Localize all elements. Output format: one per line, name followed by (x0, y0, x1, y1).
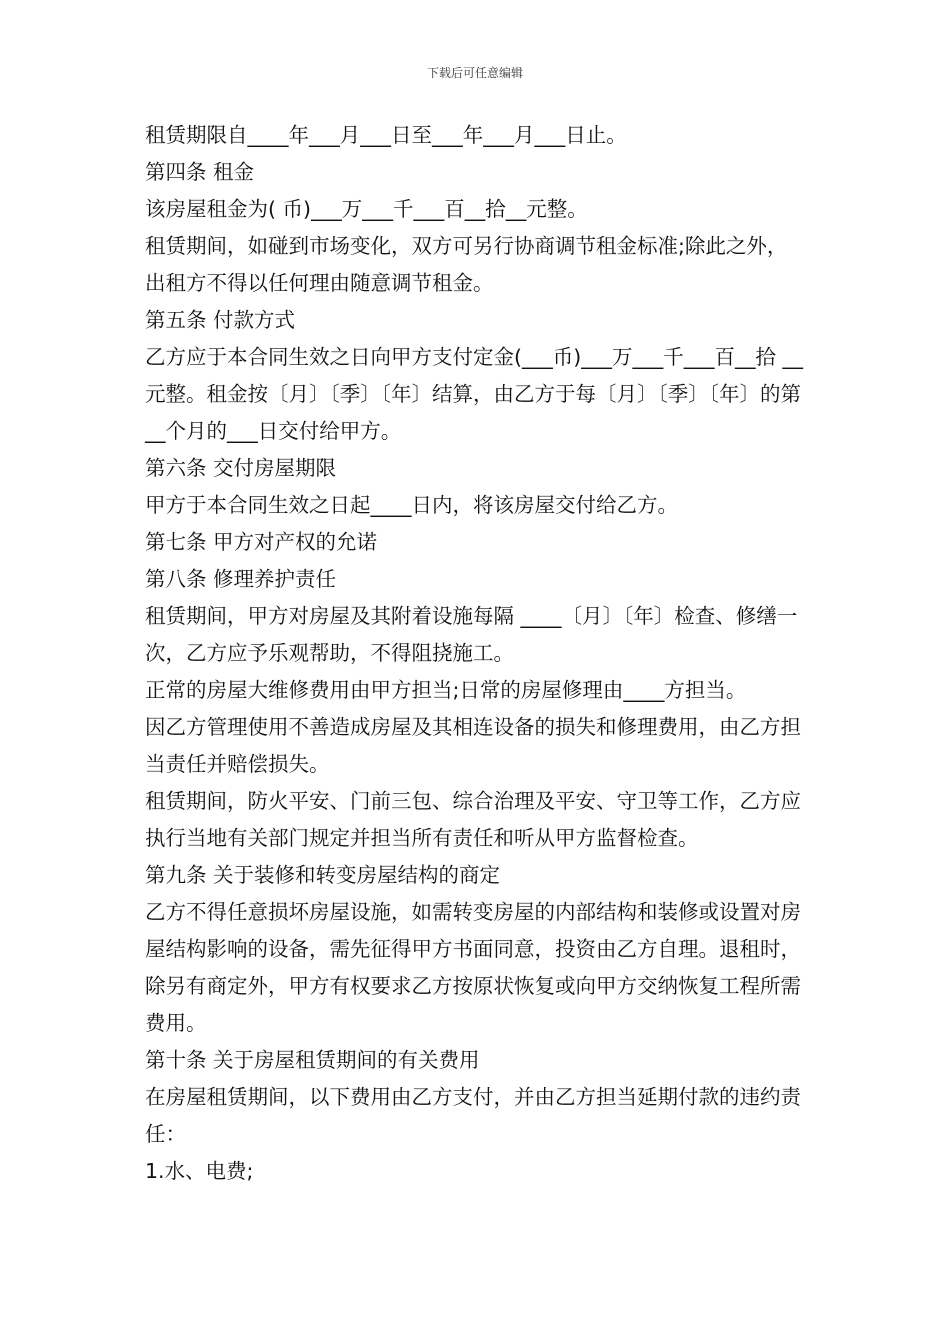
section-heading-10: 第十条 关于房屋租赁期间的有关费用 (145, 1048, 480, 1072)
clause-renovation: 乙方不得任意损坏房屋设施，如需转变房屋的内部结构和装修或设置对房屋结构影响的设备，需先征得甲方书面同意，投资由乙方自理。退租时，除另有商定外，甲方有权要求乙方按原状恢复或向甲方交纳恢复工程所需费用。 (145, 900, 801, 1035)
clause-rent-amount: 该房屋租金为( 币)___万___千___百__拾__元整。 (145, 197, 588, 221)
clause-safety-duties: 租赁期间，防火平安、门前三包、综合治理及平安、守卫等工作，乙方应执行当地有关部门规定并担当所有责任和听从甲方监督检查。 (145, 789, 801, 850)
section-heading-6: 第六条 交付房屋期限 (145, 456, 337, 480)
clause-rent-adjustment: 租赁期间，如碰到市场变化，双方可另行协商调节租金标准;除此之外，出租方不得以任何理由随意调节租金。 (145, 234, 788, 295)
expense-item-1: 1.水、电费; (145, 1159, 254, 1183)
page-header: 下载后可任意编辑 (426, 66, 523, 80)
section-heading-5: 第五条 付款方式 (145, 308, 296, 332)
clause-inspection: 租赁期间，甲方对房屋及其附着设施每隔 ____〔月〕〔年〕检查、修缮一次，乙方应予乐观帮助，不得阻挠施工。 (145, 604, 798, 665)
clause-repair-costs: 正常的房屋大维修费用由甲方担当;日常的房屋修理由____方担当。 (145, 678, 747, 702)
clause-damage-liability: 因乙方管理使用不善造成房屋及其相连设备的损失和修理费用，由乙方担当责任并赔偿损失。 (145, 715, 801, 776)
section-heading-4: 第四条 租金 (145, 160, 255, 184)
clause-lease-term: 租赁期限自____年___月___日至___年___月___日止。 (145, 123, 627, 147)
clause-payment-method: 乙方应于本合同生效之日向甲方支付定金(___币)___万___千___百__拾 __元整。租金按〔月〕〔季〕〔年〕结算，由乙方于每〔月〕〔季〕〔年〕的第__个月的___日交付给甲方。 (145, 345, 804, 443)
clause-delivery-term: 甲方于本合同生效之日起____日内，将该房屋交付给乙方。 (145, 493, 678, 517)
document-body (145, 117, 807, 1190)
section-heading-9: 第九条 关于装修和转变房屋结构的商定 (145, 863, 501, 887)
clause-expenses-intro: 在房屋租赁期间，以下费用由乙方支付，并由乙方担当延期付款的违约责任： (145, 1085, 801, 1146)
section-heading-8: 第八条 修理养护责任 (145, 567, 337, 591)
section-heading-7: 第七条 甲方对产权的允诺 (145, 530, 378, 554)
